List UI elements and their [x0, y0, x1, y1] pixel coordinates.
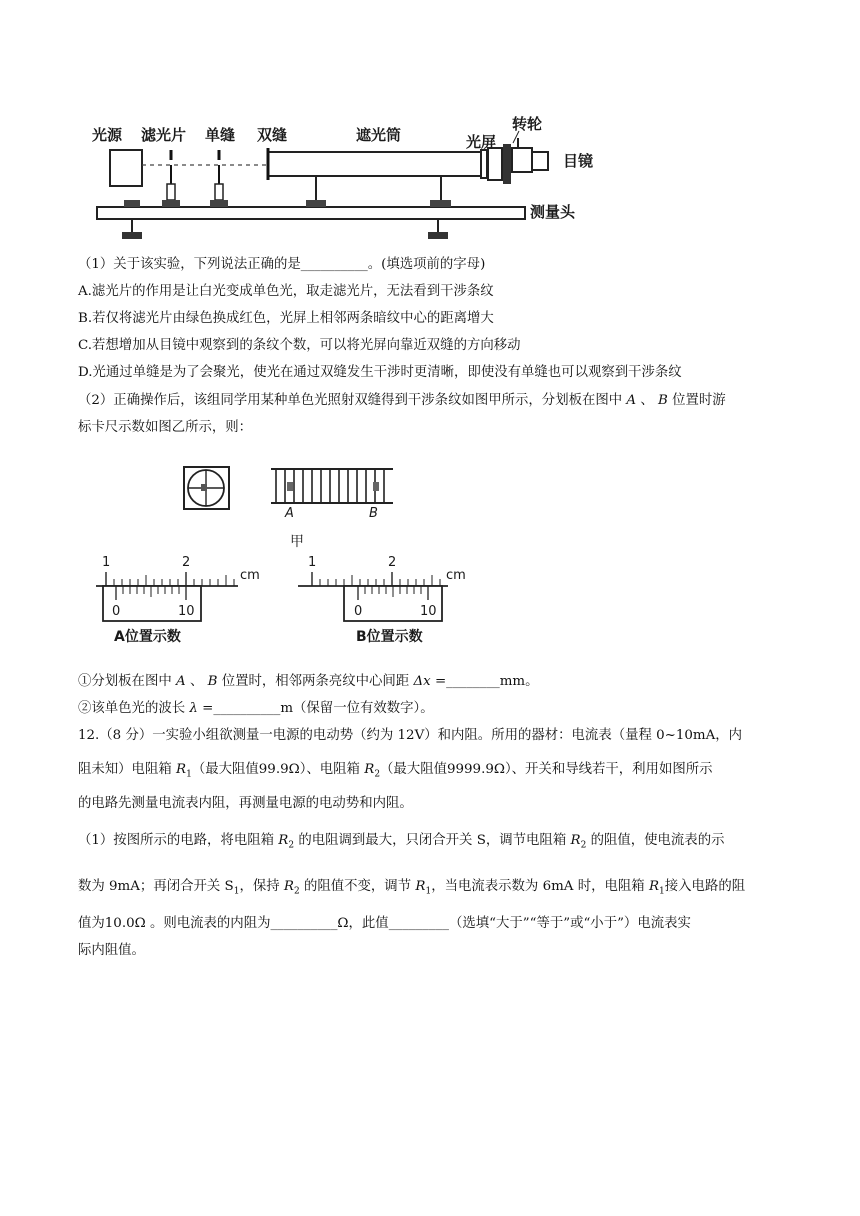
- caliper-b-vernier-0: 0: [354, 604, 363, 619]
- label-double-slit: 双缝: [257, 126, 288, 144]
- caliper-b-vernier-10: 10: [420, 604, 437, 619]
- label-light-source: 光源: [92, 126, 123, 144]
- q12-line2: 阻未知）电阻箱 $R_1$（最大阻值99.9Ω）、电阻箱 $R_2$（最大阻值9999.9Ω）、开关和导线若干，利用如图所示: [78, 762, 713, 780]
- caliper-b-label-2: 2: [388, 555, 397, 570]
- q1-stem: （1）关于该实验，下列说法正确的是__________。(填选项前的字母): [78, 257, 486, 272]
- caliper-a-main-scale: [96, 572, 238, 586]
- caliper-a-unit: cm: [240, 568, 260, 583]
- label-filter: 滤光片: [141, 126, 187, 144]
- q1-option-c: C.若想增加从目镜中观察到的条纹个数，可以将光屏向靠近双缝的方向移动: [78, 338, 521, 353]
- caliper-b-main-scale: [298, 572, 448, 586]
- label-single-slit: 单缝: [205, 126, 236, 144]
- q2-sub2: ②该单色光的波长 λ =__________m（保留一位有效数字）。: [78, 701, 434, 716]
- q12-p1: （1）按图所示的电路，将电阻箱 $R_2$ 的电阻调到最大，只闭合开关 S，调节电阻箱 $R_2$ 的阻值，使电流表的示: [78, 833, 725, 851]
- q2-stem-line2: 标卡尺示数如图乙所示，则：: [78, 420, 253, 435]
- fringe-label-a: A: [285, 506, 294, 521]
- caliper-b-unit: cm: [446, 568, 466, 583]
- label-tube: 遮光筒: [356, 126, 402, 144]
- caliper-b-caption: B位置示数: [356, 629, 423, 645]
- figure-jia-caption: 甲: [290, 534, 304, 550]
- label-screen: 光屏: [466, 133, 497, 151]
- q12-p2: 数为 9mA；再闭合开关 $S_1$，保持 $R_2$ 的阻值不变，调节 $R_1$，当电流表示数为 6mA 时，电阻箱 $R_1$接入电路的阻: [78, 879, 746, 897]
- caliper-a-caption: A位置示数: [114, 629, 181, 645]
- q1-option-d: D.光通过单缝是为了会聚光，使光在通过双缝发生干涉时更清晰，即使没有单缝也可以观察到干涉条纹: [78, 365, 682, 380]
- q1-option-a: A.滤光片的作用是让白光变成单色光，取走滤光片，无法看到干涉条纹: [78, 284, 494, 299]
- q1-option-b: B.若仅将滤光片由绿色换成红色，光屏上相邻两条暗纹中心的距离增大: [78, 311, 494, 326]
- q2-sub1: ①分划板在图中 A 、 B 位置时，相邻两条亮纹中心间距 Δx =________mm。: [78, 674, 539, 689]
- label-wheel: 转轮: [512, 115, 543, 133]
- fringe-label-b: B: [369, 506, 378, 521]
- label-measuring-head: 测量头: [530, 203, 576, 221]
- q12-p4: 际内阻值。: [78, 943, 145, 958]
- caliper-a-vernier-10: 10: [178, 604, 195, 619]
- caliper-a-label-1: 1: [102, 555, 111, 570]
- q12-p3: 值为10.0Ω 。则电流表的内阻为__________Ω，此值_________（选填“大于”“等于”或“小于”）电流表实: [78, 916, 691, 931]
- caliper-b-label-1: 1: [308, 555, 317, 570]
- q12-line1: 12.（8 分）一实验小组欲测量一电源的电动势（约为 12V）和内阻。所用的器材：电流表（量程 0~10mA，内: [78, 728, 743, 743]
- label-eyepiece: 目镜: [563, 152, 594, 170]
- q12-line3: 的电路先测量电流表内阻，再测量电源的电动势和内阻。: [78, 796, 413, 811]
- caliper-a-vernier-0: 0: [112, 604, 121, 619]
- q2-stem-line1: （2）正确操作后，该组同学用某种单色光照射双缝得到干涉条纹如图甲所示，分划板在图中 A 、 B 位置时游: [78, 393, 726, 408]
- caliper-a-label-2: 2: [182, 555, 191, 570]
